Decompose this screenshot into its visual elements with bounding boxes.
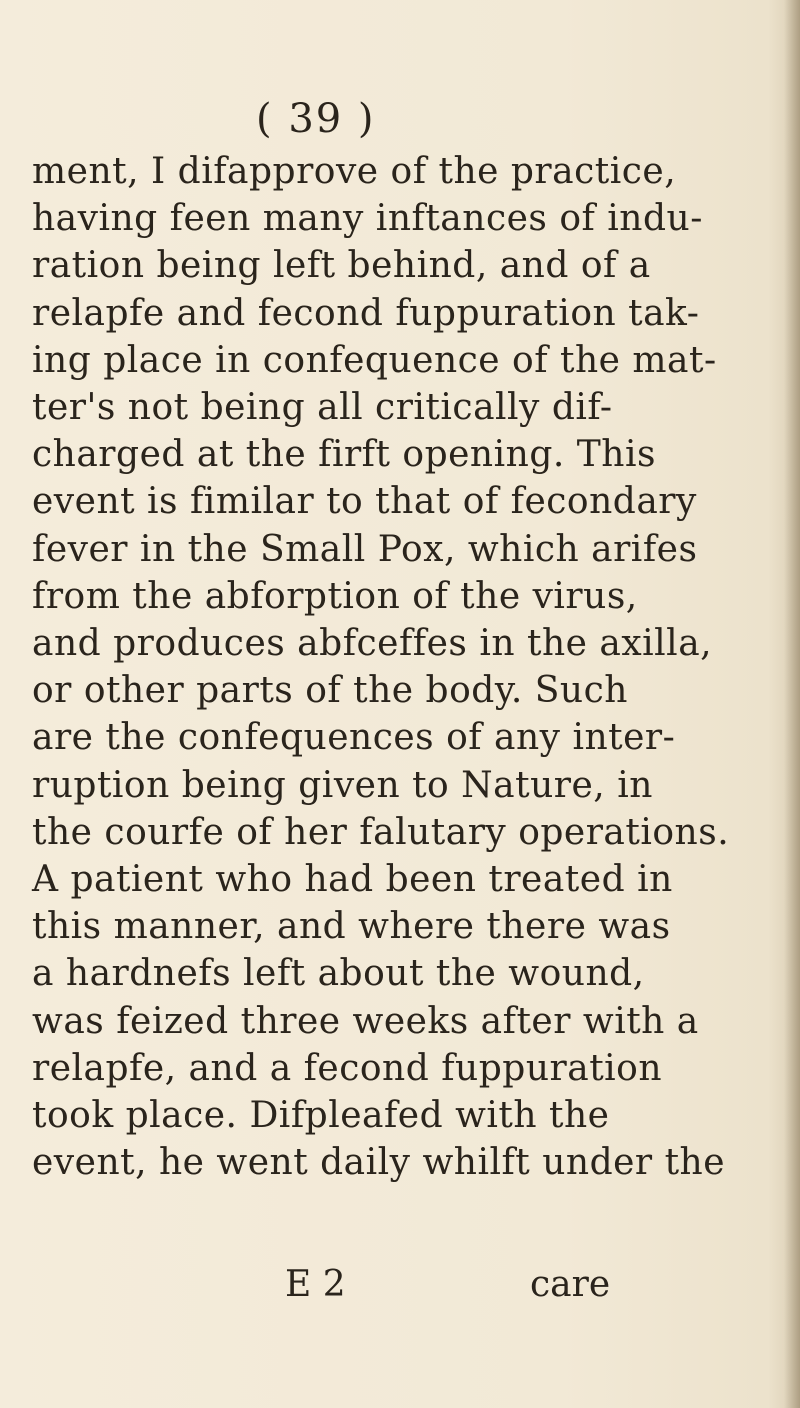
text-line: are the confequences of any inter- <box>32 717 676 759</box>
text-line: A patient who had been treated in <box>32 859 673 901</box>
text-line: relapfe and fecond fuppuration tak- <box>32 292 700 334</box>
text-line: took place. Difpleafed with the <box>32 1095 610 1137</box>
text-line: relapfe, and a fecond fuppuration <box>32 1047 663 1089</box>
text-line: charged at the firft opening. This <box>32 434 656 476</box>
page-number: ( 39 ) <box>256 96 376 142</box>
text-line: or other parts of the body. Such <box>32 670 628 712</box>
text-line: a hardnefs left about the wound, <box>32 953 645 995</box>
text-line: from the abforption of the virus, <box>32 575 638 617</box>
text-line: ment, I difapprove of the practice, <box>32 151 677 192</box>
text-line: was feized three weeks after with a <box>32 1000 699 1042</box>
text-line: this manner, and where there was <box>32 906 671 948</box>
page-footer <box>0 1264 800 1314</box>
text-line: event, he went daily whilft under the <box>32 1142 726 1184</box>
text-line: ter's not being all critically dif- <box>32 387 613 429</box>
text-line: having feen many inftances of indu- <box>32 198 703 240</box>
body-text <box>32 148 782 1186</box>
page-edge <box>784 0 800 1408</box>
text-line: event is fimilar to that of fecondary <box>32 481 697 523</box>
text-line: ruption being given to Nature, in <box>32 764 653 806</box>
text-line: ing place in confequence of the mat- <box>32 339 717 381</box>
text-line: and produces abfceffes in the axilla, <box>32 623 713 665</box>
catchword: care <box>530 1264 611 1305</box>
text-line: the courfe of her falutary operations. <box>32 811 730 853</box>
text-line: ration being left behind, and of a <box>32 245 651 287</box>
signature-mark: E 2 <box>285 1264 346 1305</box>
text-line: fever in the Small Pox, which arifes <box>32 528 698 570</box>
